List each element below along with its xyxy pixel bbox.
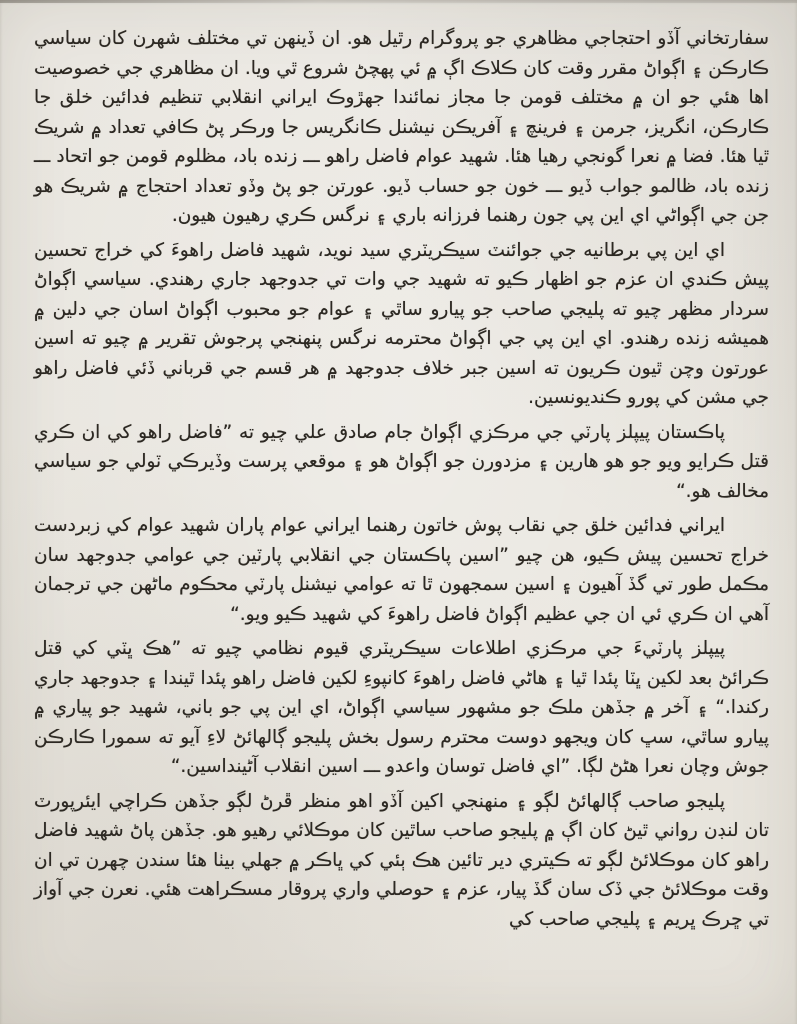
- paragraph: پليجو صاحب ڳالهائڻ لڳو ۽ منهنجي اکين آڏو اهو منظر ڦرڻ لڳو جڏهن ڪراچي ايئرپورٽ تان لنڊن رواني ٿيڻ کان اڳ ۾ پليجو صاحب ساٿين کان موڪلائي رهيو هو. جڏهن پاڻ شهيد فاضل راهو کان موڪلائڻ لڳو ته ڪيتري دير تائين هڪ ٻئي کي ڀاڪر ۾ جهلي بيٺا هئا سندن چهرن تي ان وقت موڪلائڻ جي ڏک سان گڏ پيار، عزم ۽ حوصلي واري پروقار مسڪراهت هئي. نعرن جي آواز تي ڇرڪ ڀريم ۽ پليجي صاحب کي: [34, 790, 769, 930]
- paragraph: ايراني فدائين خلق جي نقاب پوش خاتون رهنما ايراني عوام پاران شهيد عوام کي زبردست خراج تحسين پيش ڪيو، هن چيو ”اسين پاڪستان جي انقلابي پارٽين جي عوامي جدوجهد سان مڪمل طور تي گڏ آهيون ۽ اسين سمجهون ٿا ته عوامي نيشنل پارٽي محڪوم ماڻهن جي ترجمان آهي ان ڪري ئي ان جي عظيم اڳواڻ فاضل راهوءَ کي شهيد ڪيو ويو.“: [34, 515, 769, 625]
- body-text-block: [34, 24, 769, 964]
- paragraph: سفارتخاني آڏو احتجاجي مظاهري جو پروگرام رٿيل هو. ان ڏينهن تي مختلف شهرن کان سياسي ڪارڪن ۽ اڳواڻ مقرر وقت کان ڪلاڪ اڳ ۾ ئي پهچڻ شروع ٿي ويا. ان مظاهري جي خصوصيت اها هئي جو ان ۾ مختلف قومن جا مجاز نمائندا جهڙوڪ ايراني انقلابي تنظيم فدائين خلق جا ڪارڪن، انگريز، جرمن ۽ فرينچ ۽ آفريڪن نيشنل ڪانگريس جا ورڪر پڻ ڪافي تعداد ۾ شريڪ ٿيا هئا. فضا ۾ نعرا گونجي رهيا هئا. شهيد عوام فاضل راهو ـــ زنده باد، مظلوم قومن جو اتحاد ـــ زنده باد، ظالمو جواب ڏيو ـــ خون جو حساب ڏيو. عورتن جو پڻ وڏو تعداد احتجاج ۾ شريڪ هو جن جي اڳواڻي اي اين پي جون رهنما فرزانه باري ۽ نرگس ڪري رهيون هيون.: [34, 28, 769, 226]
- paragraph: پاڪستان پيپلز پارٽي جي مرڪزي اڳواڻ جام صادق علي چيو ته ”فاضل راهو کي ان ڪري قتل ڪرايو ويو جو هو هارين ۽ مزدورن جو اڳواڻ هو ۽ موقعي پرست وڏيرڪي ٽولي جو سياسي مخالف هو.“: [34, 421, 769, 502]
- scan-edge-shadow: [0, 0, 797, 3]
- paragraph: پيپلز پارٽيءَ جي مرڪزي اطلاعات سيڪريٽري قيوم نظامي چيو ته ”هڪ ڀٽي کي قتل ڪرائڻ بعد لکين ڀٽا پئدا ٿيا ۽ هاڻي فاضل راهوءَ کانپوءِ لکين فاضل راهو پئدا ٿيندا ۽ جدوجهد جاري رکندا.“ ۽ آخر ۾ جڏهن ملڪ جو مشهور سياسي اڳواڻ، اي اين پي جو باني، شهيد جو پياري ۾ پيارو ساٿي، سڀ کان ويجهو دوست محترم رسول بخش پليجو ڳالهائڻ لاءِ آيو ته سمورا ڪارڪن جوش وچان نعرا هڻڻ لڳا. ”اي فاضل توسان واعدو ـــ اسين انقلاب آڻينداسين.“: [34, 638, 769, 777]
- paragraph: اي اين پي برطانيه جي جوائنٽ سيڪريٽري سيد نويد، شهيد فاضل راهوءَ کي خراج تحسين پيش ڪندي ان عزم جو اظهار ڪيو ته شهيد جي وات تي جدوجهد جاري رهندي. سياسي اڳواڻ سردار مظهر چيو ته پليجي صاحب جو پيارو ساٿي ۽ عوام جو محبوب اڳواڻ اسان جي دلين ۾ هميشه زنده رهندو. اي اين پي جي اڳواڻ محترمه نرگس پنهنجي پرجوش تقرير ۾ چيو ته اسين عورتون وچن ٿيون ڪريون ته اسين جبر خلاف جدوجهد ۾ هر قسم جي قرباني ڏئي فاضل راهو جي مشن کي پورو ڪنديونسين.: [34, 239, 769, 408]
